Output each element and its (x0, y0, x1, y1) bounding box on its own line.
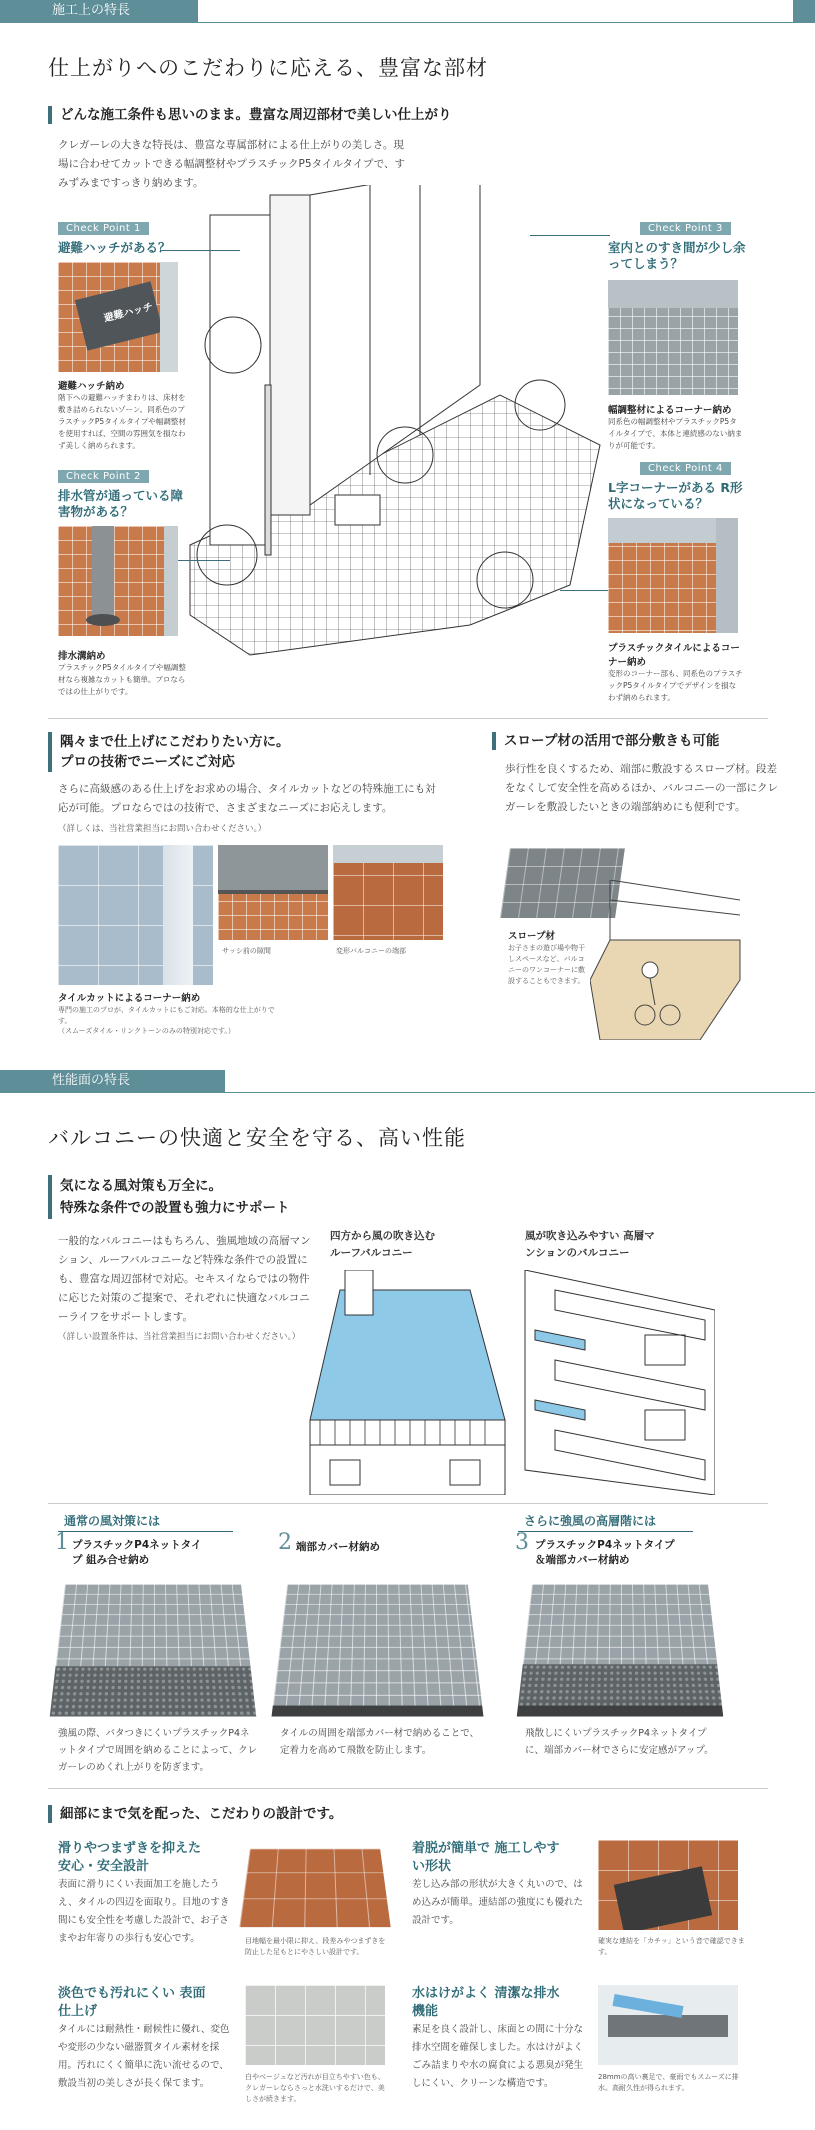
cp4-label: Check Point 4 (640, 462, 731, 475)
highrise-balcony-illustration (515, 1270, 715, 1495)
sub2-photo-main (58, 845, 213, 985)
cp2-photo (58, 526, 178, 636)
cp1-connector (160, 250, 240, 251)
sub3-text: 歩行性を良くするため、端部に敷設するスロープ材。段差をなくして安全性を高めるほか、バルコニーの一部にクレガーレを敷設したいときの端部納めにも便利です。 (505, 763, 778, 813)
cp1-photo (58, 262, 178, 372)
section1-heading: 仕上がりへのこだわりに応える、豊富な部材 (48, 56, 488, 80)
cp1-photo-text: 避難ハッチ (102, 301, 155, 325)
wind-item3-text: 飛散しにくいプラスチックP4ネットタイプに、端部カバー材でさらに安定感がアップ。 (525, 1728, 714, 1756)
sub2-main-note: （スムーズタイル・リンクトーンのみの特別対応です。） (58, 1027, 235, 1035)
cp3-title: 室内とのすき間が少し余ってしまう？ (608, 240, 746, 271)
section2-heading: バルコニーの快適と安全を守る、高い性能 (48, 1126, 466, 1150)
wind-item1-photo (50, 1584, 256, 1716)
sub2-photo-caption-irregular: 変形バルコニーの端部 (336, 947, 406, 955)
cp1-sub: 避難ハッチ納め (58, 381, 125, 392)
section-tab-performance: 性能面の特長 (0, 1070, 225, 1092)
wind-item3-title: プラスチックP4ネットタイプ ＆端部カバー材納め (535, 1539, 675, 1566)
detail2-text: 差し込み部の形状が大きく丸いので、はめ込みが簡単。連結部の強度にも優れた設計です。 (412, 1879, 584, 1926)
cp3-sub: 幅調整材によるコーナー納め (608, 405, 732, 416)
sub2-title-line2: プロの技術でニーズにご対応 (60, 754, 235, 770)
section-tab-construction: 施工上の特長 (0, 0, 198, 22)
wind-title-line2: 特殊な条件での設置も強力にサポート (60, 1200, 290, 1216)
detail-title: 細部にまで気を配った、こだわりの設計です。 (48, 1805, 342, 1823)
detail3-photo (245, 1985, 385, 2065)
sub2-photo-caption-sash: サッシ前の隙間 (222, 947, 271, 955)
wind-item2-photo (272, 1584, 484, 1716)
cp4-sub: プラスチックタイルによるコーナー納め (608, 643, 740, 668)
sub1-title: どんな施工条件も思いのまま。豊富な周辺部材で美しい仕上がり (48, 106, 452, 124)
cp2-label: Check Point 2 (58, 470, 149, 483)
sub2-photo-sash (218, 845, 328, 940)
cp2-title: 排水管が通っている障害物がある？ (58, 488, 184, 519)
sub3-photo-title: スロープ材 (508, 931, 556, 942)
cp1-label: Check Point 1 (58, 222, 149, 235)
cp3-connector (530, 235, 610, 236)
detail3-text: タイルには耐熱性・耐候性に優れ、変色や変形の少ない磁器質タイル素材を採用。汚れにくく簡単に洗い流せるので、敷設当初の美しさが長く保てます。 (58, 2024, 230, 2089)
sub2-photo-irregular (333, 845, 443, 940)
detail2-title: 着脱が簡単で 施工しやすい形状 (412, 1841, 560, 1874)
corner-mark (793, 0, 815, 22)
sub2-main-caption: タイルカットによるコーナー納め (58, 993, 201, 1004)
divider-2 (48, 1503, 768, 1504)
wind-item1-num: 1 (55, 1530, 69, 1555)
sub2-title (48, 732, 290, 772)
cp2-desc: プラスチックP5タイルタイプや幅調整材なら複雑なカットも簡単。プロならではの仕上がりです。 (58, 663, 186, 696)
cp4-connector (560, 590, 610, 591)
cp3-desc: 同系色の幅調整材やプラスチックP5タイルタイプで、本体と連続感のない納まりが可能です。 (608, 417, 743, 450)
detail4-text: 素足を良く設計し、床面との間に十分な排水空間を確保しました。水はけがよくごみ詰まりや水の腐食による悪臭が発生しにくい、クリーンな構造です。 (412, 2024, 584, 2089)
cp2-sub: 排水溝納め (58, 651, 106, 662)
tab-normal-wind: 通常の風対策には (58, 1510, 233, 1532)
sub3-title: スロープ材の活用で部分敷きも可能 (492, 732, 719, 750)
detail3-title: 淡色でも汚れにくい 表面仕上げ (58, 1986, 206, 2019)
detail1-title: 滑りやつまずきを抑えた 安心・安全設計 (58, 1841, 202, 1874)
detail1-text: 表面に滑りにくい表面加工を施したうえ、タイルの四辺を面取り。目地のすき間にも安全性を考慮した設計で、お子さまやお年寄りの歩行も安心です。 (58, 1879, 230, 1944)
cp1-title: 避難ハッチがある？ (58, 240, 171, 255)
section-divider (0, 22, 815, 23)
cp3-label: Check Point 3 (640, 222, 731, 235)
detail4-photo (598, 1985, 738, 2065)
wind-item3-num: 3 (515, 1530, 529, 1555)
cp4-photo (608, 518, 738, 633)
wind-text: 一般的なバルコニーはもちろん、強風地域の高層マンション、ルーフバルコニーなど特殊な条件での設置にも、豊富な周辺部材で対応。セキスイならではの物件に応じた対策のご提案で、それぞれに快適なバルコニーライフをサポートします。 (58, 1235, 311, 1323)
wind-title (48, 1175, 290, 1219)
detail3-caption: 白やベージュなど汚れが目立ちやすい色も、クレガーレならさっと水洗いするだけで、美しさが続きます。 (245, 2073, 385, 2103)
wind-note: （詳しい設置条件は、当社営業担当にお問い合わせください。） (58, 1332, 301, 1342)
wind-item2-title: 端部カバー材納め (296, 1541, 380, 1553)
cp4-desc: 変形のコーナー部も、同系色のプラスチックP5タイルタイプでデザインを損なわず納められます。 (608, 669, 743, 702)
detail4-title: 水はけがよく 清潔な排水機能 (412, 1986, 560, 2019)
cp4-title: L字コーナーがある R形状になっている？ (608, 480, 743, 511)
detail2-photo (598, 1840, 738, 1930)
tab-strong-wind: さらに強風の高層階には (518, 1510, 693, 1532)
sub2-note: （詳しくは、当社営業担当にお問い合わせください。） (58, 824, 267, 834)
sub2-text: さらに高級感のある仕上げをお求めの場合、タイルカットなどの特殊施工にも対応が可能。プロならではの技術で、さまざまなニーズにお応えします。 (58, 783, 436, 814)
wind-item1-text: 強風の際、バタつきにくいプラスチックP4ネットタイプで周囲を納めることによって、クレガーレのめくれ上がりを防ぎます。 (58, 1728, 258, 1773)
illus2-caption: 風が吹き込みやすい 高層マンションのバルコニー (525, 1230, 655, 1259)
sub3-photo-desc: お子さまの遊び場や物干しスペースなど、バルコニーのワンコーナーに敷設することもできます。 (508, 944, 585, 985)
sub3-illustration (590, 880, 750, 1040)
wind-item3-photo (517, 1584, 723, 1716)
detail1-photo (239, 1849, 390, 1927)
roof-balcony-illustration (300, 1270, 515, 1495)
illus1-caption: 四方から風の吹き込む ルーフバルコニー (330, 1230, 435, 1259)
cp3-photo (608, 280, 738, 395)
wind-item2-num: 2 (278, 1530, 292, 1555)
balcony-illustration (170, 185, 610, 685)
detail4-caption: 28mmの高い裏足で、豪雨でもスムーズに排水。高耐久性が得られます。 (598, 2073, 739, 2092)
detail1-caption: 目地幅を最小限に抑え、段差みやつまずきを防止した足もとにやさしい設計です。 (245, 1937, 386, 1956)
cp1-desc: 階下への避難ハッチまわりは、床材を敷き詰められないゾーン。同系色のプラスチックP5タイルタイプや幅調整材を使用すれば、空間の雰囲気を損なわず美しく納められます。 (58, 393, 186, 450)
detail2-caption: 確実な連結を「カチッ」という音で確認できます。 (598, 1937, 745, 1956)
sub2-title-line1: 隅々まで仕上げにこだわりたい方に。 (60, 734, 290, 750)
wind-item2-text: タイルの周囲を端部カバー材で納めることで、定着力を高めて飛散を防止します。 (280, 1728, 480, 1756)
divider-3 (48, 1788, 768, 1789)
section-divider-2 (0, 1092, 815, 1093)
divider-1 (48, 718, 768, 719)
sub1-text: クレガーレの大きな特長は、豊富な専属部材による仕上がりの美しさ。現場に合わせてカットできる幅調整材やプラスチックP5タイルタイプで、すみずみまですっきり納めます。 (58, 139, 406, 189)
wind-title-line1: 気になる風対策も万全に。 (60, 1178, 222, 1194)
sub2-main-desc: 専門の施工のプロが、タイルカットにもご対応。本格的な仕上がりです。 (58, 1006, 275, 1025)
wind-item1-title: プラスチックP4ネットタイプ 組み合せ納め (72, 1539, 202, 1566)
